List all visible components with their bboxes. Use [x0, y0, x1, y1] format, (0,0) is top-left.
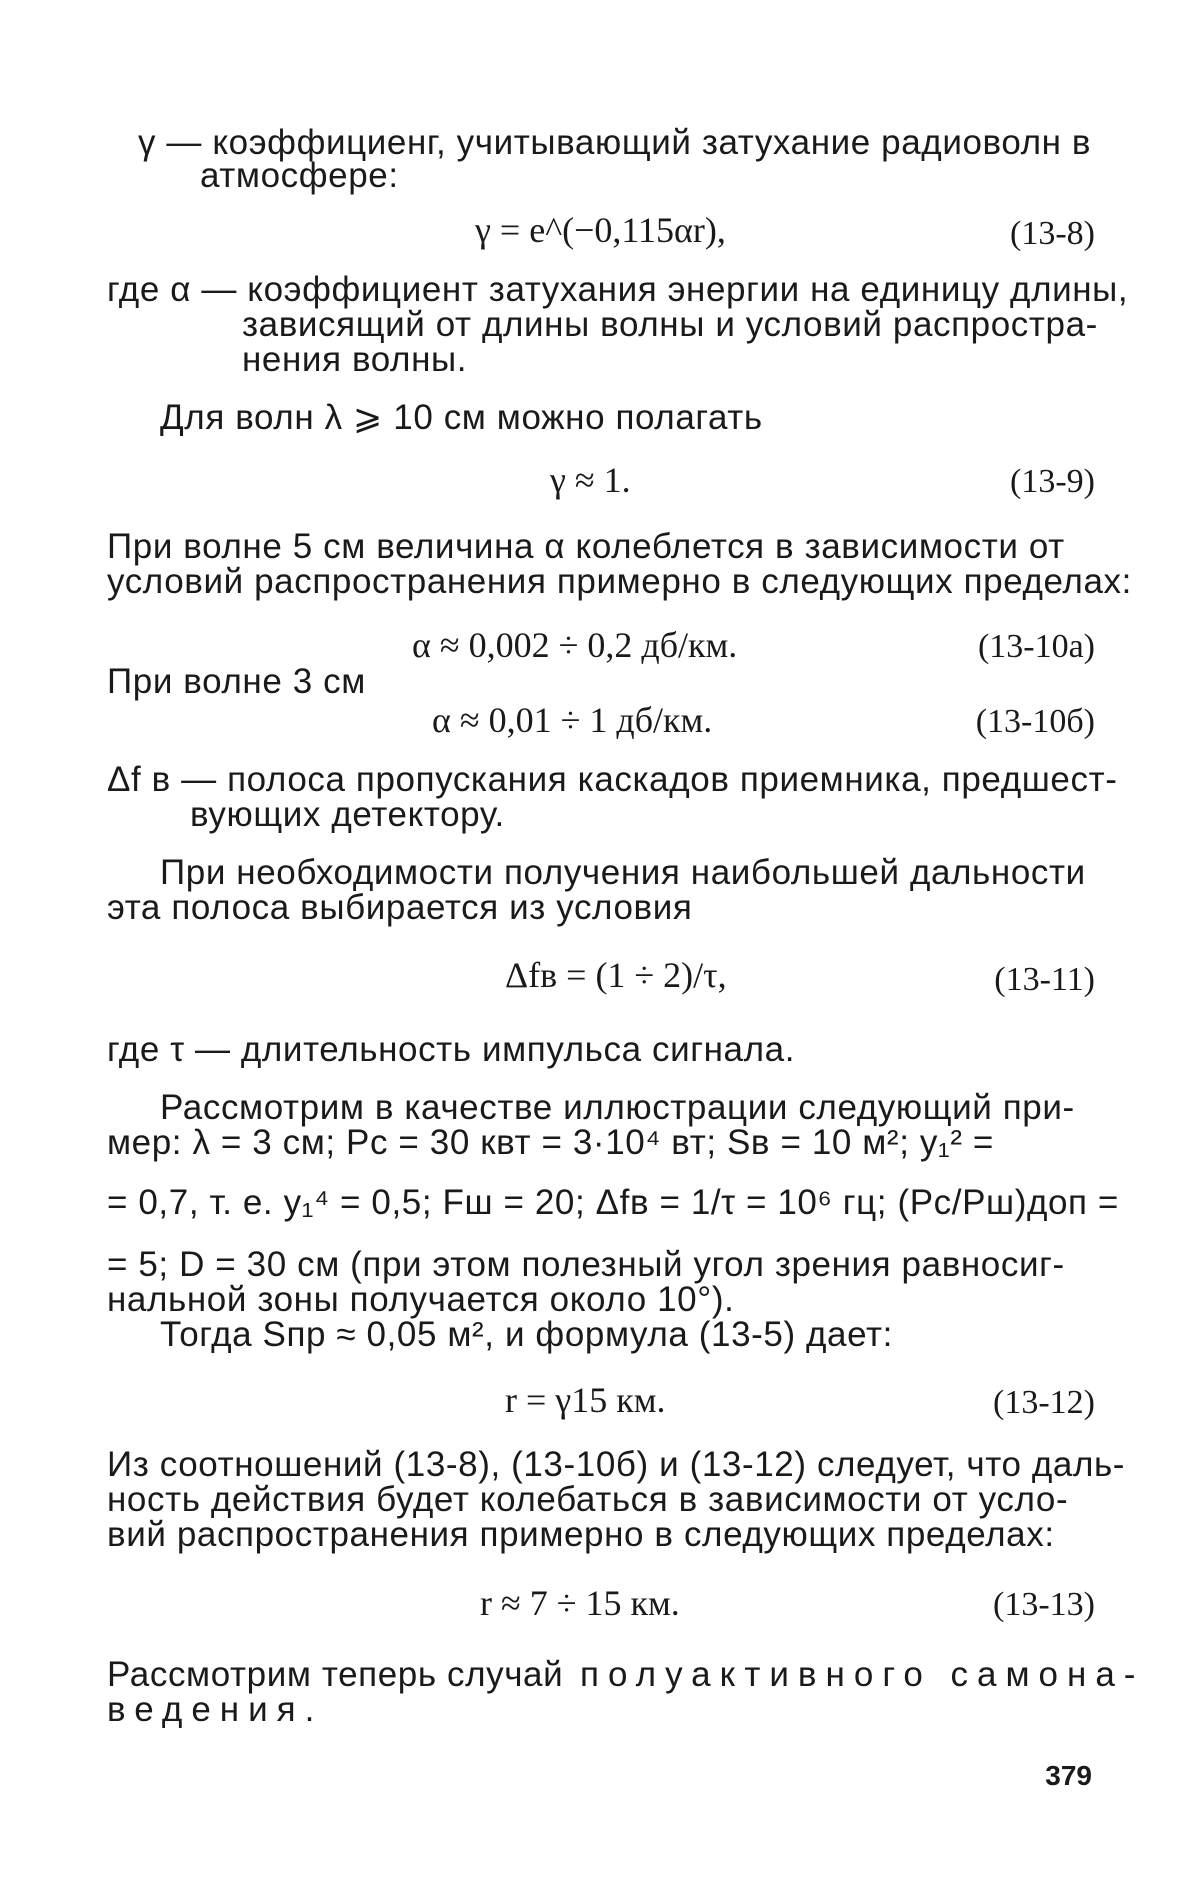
text-line: Δf в — полоса пропускания каскадов приемника, предшест- — [107, 760, 1118, 799]
emphasized-text: ведения. — [107, 1690, 324, 1729]
text-line: При волне 3 см — [107, 662, 366, 701]
formula-13-10b: α ≈ 0,01 ÷ 1 дб/км. — [432, 700, 713, 740]
formula-13-10a: α ≈ 0,002 ÷ 0,2 дб/км. — [412, 625, 738, 665]
formula-13-9: γ ≈ 1. — [550, 460, 631, 500]
text-line: где τ — длительность импульса сигнала. — [107, 1030, 796, 1069]
text-line: мер: λ = 3 см; Pс = 30 квт = 3·10⁴ вт; Sв = 10 м²; y₁² = — [107, 1123, 994, 1162]
text-line: ность действия будет колебаться в зависимости от усло- — [107, 1480, 1069, 1519]
text-line: эта полоса выбирается из условия — [107, 888, 693, 927]
text-line: атмосфере: — [200, 156, 399, 195]
text-line: γ — коэффициенг, учитывающий затухание радиоволн в — [138, 123, 1092, 162]
text-line: Тогда Sпр ≈ 0,05 м², и формула (13-5) дает: — [160, 1315, 893, 1354]
emphasized-text: полуактивного самона- — [580, 1655, 1145, 1694]
text-line: вий распространения примерно в следующих пределах: — [107, 1515, 1055, 1554]
text-line: = 0,7, т. е. y₁⁴ = 0,5; Fш = 20; Δfв = 1/τ = 10⁶ гц; (Pс/Pш)доп = — [107, 1183, 1119, 1222]
equation-number: (13-12) — [993, 1384, 1095, 1421]
text-line: Рассмотрим в качестве иллюстрации следующий при- — [160, 1088, 1075, 1127]
text-line: вующих детектору. — [190, 795, 505, 834]
text-line: = 5; D = 30 см (при этом полезный угол зрения равносиг- — [107, 1245, 1065, 1284]
formula-13-8: γ = e^(−0,115αr), — [475, 210, 726, 250]
text-line: нения волны. — [242, 340, 468, 379]
text-line: Для волн λ ⩾ 10 см можно полагать — [160, 398, 763, 437]
page-number: 379 — [1045, 1760, 1092, 1791]
text-line: При волне 5 см величина α колеблется в зависимости от — [107, 527, 1065, 566]
text-line: При необходимости получения наибольшей дальности — [160, 853, 1086, 892]
text-line: где α — коэффициент затухания энергии на единицу длины, — [107, 270, 1129, 309]
equation-number: (13-9) — [1010, 463, 1095, 500]
text-line: нальной зоны получается около 10°). — [107, 1280, 735, 1319]
formula-13-11: Δfв = (1 ÷ 2)/τ, — [505, 955, 727, 995]
formula-13-12: r = γ15 км. — [505, 1380, 666, 1420]
equation-number: (13-11) — [994, 961, 1095, 998]
equation-number: (13-10а) — [977, 628, 1095, 665]
equation-number: (13-8) — [1010, 215, 1095, 252]
text-line: условий распространения примерно в следующих пределах: — [107, 562, 1132, 601]
text-line: Из соотношений (13-8), (13-10б) и (13-12) следует, что даль- — [107, 1445, 1126, 1484]
text-line: зависящий от длины волны и условий распростра- — [242, 305, 1098, 344]
formula-13-13: r ≈ 7 ÷ 15 км. — [480, 1583, 680, 1623]
text-line: Рассмотрим теперь случай — [107, 1655, 564, 1694]
equation-number: (13-10б) — [975, 703, 1095, 740]
equation-number: (13-13) — [993, 1586, 1095, 1623]
